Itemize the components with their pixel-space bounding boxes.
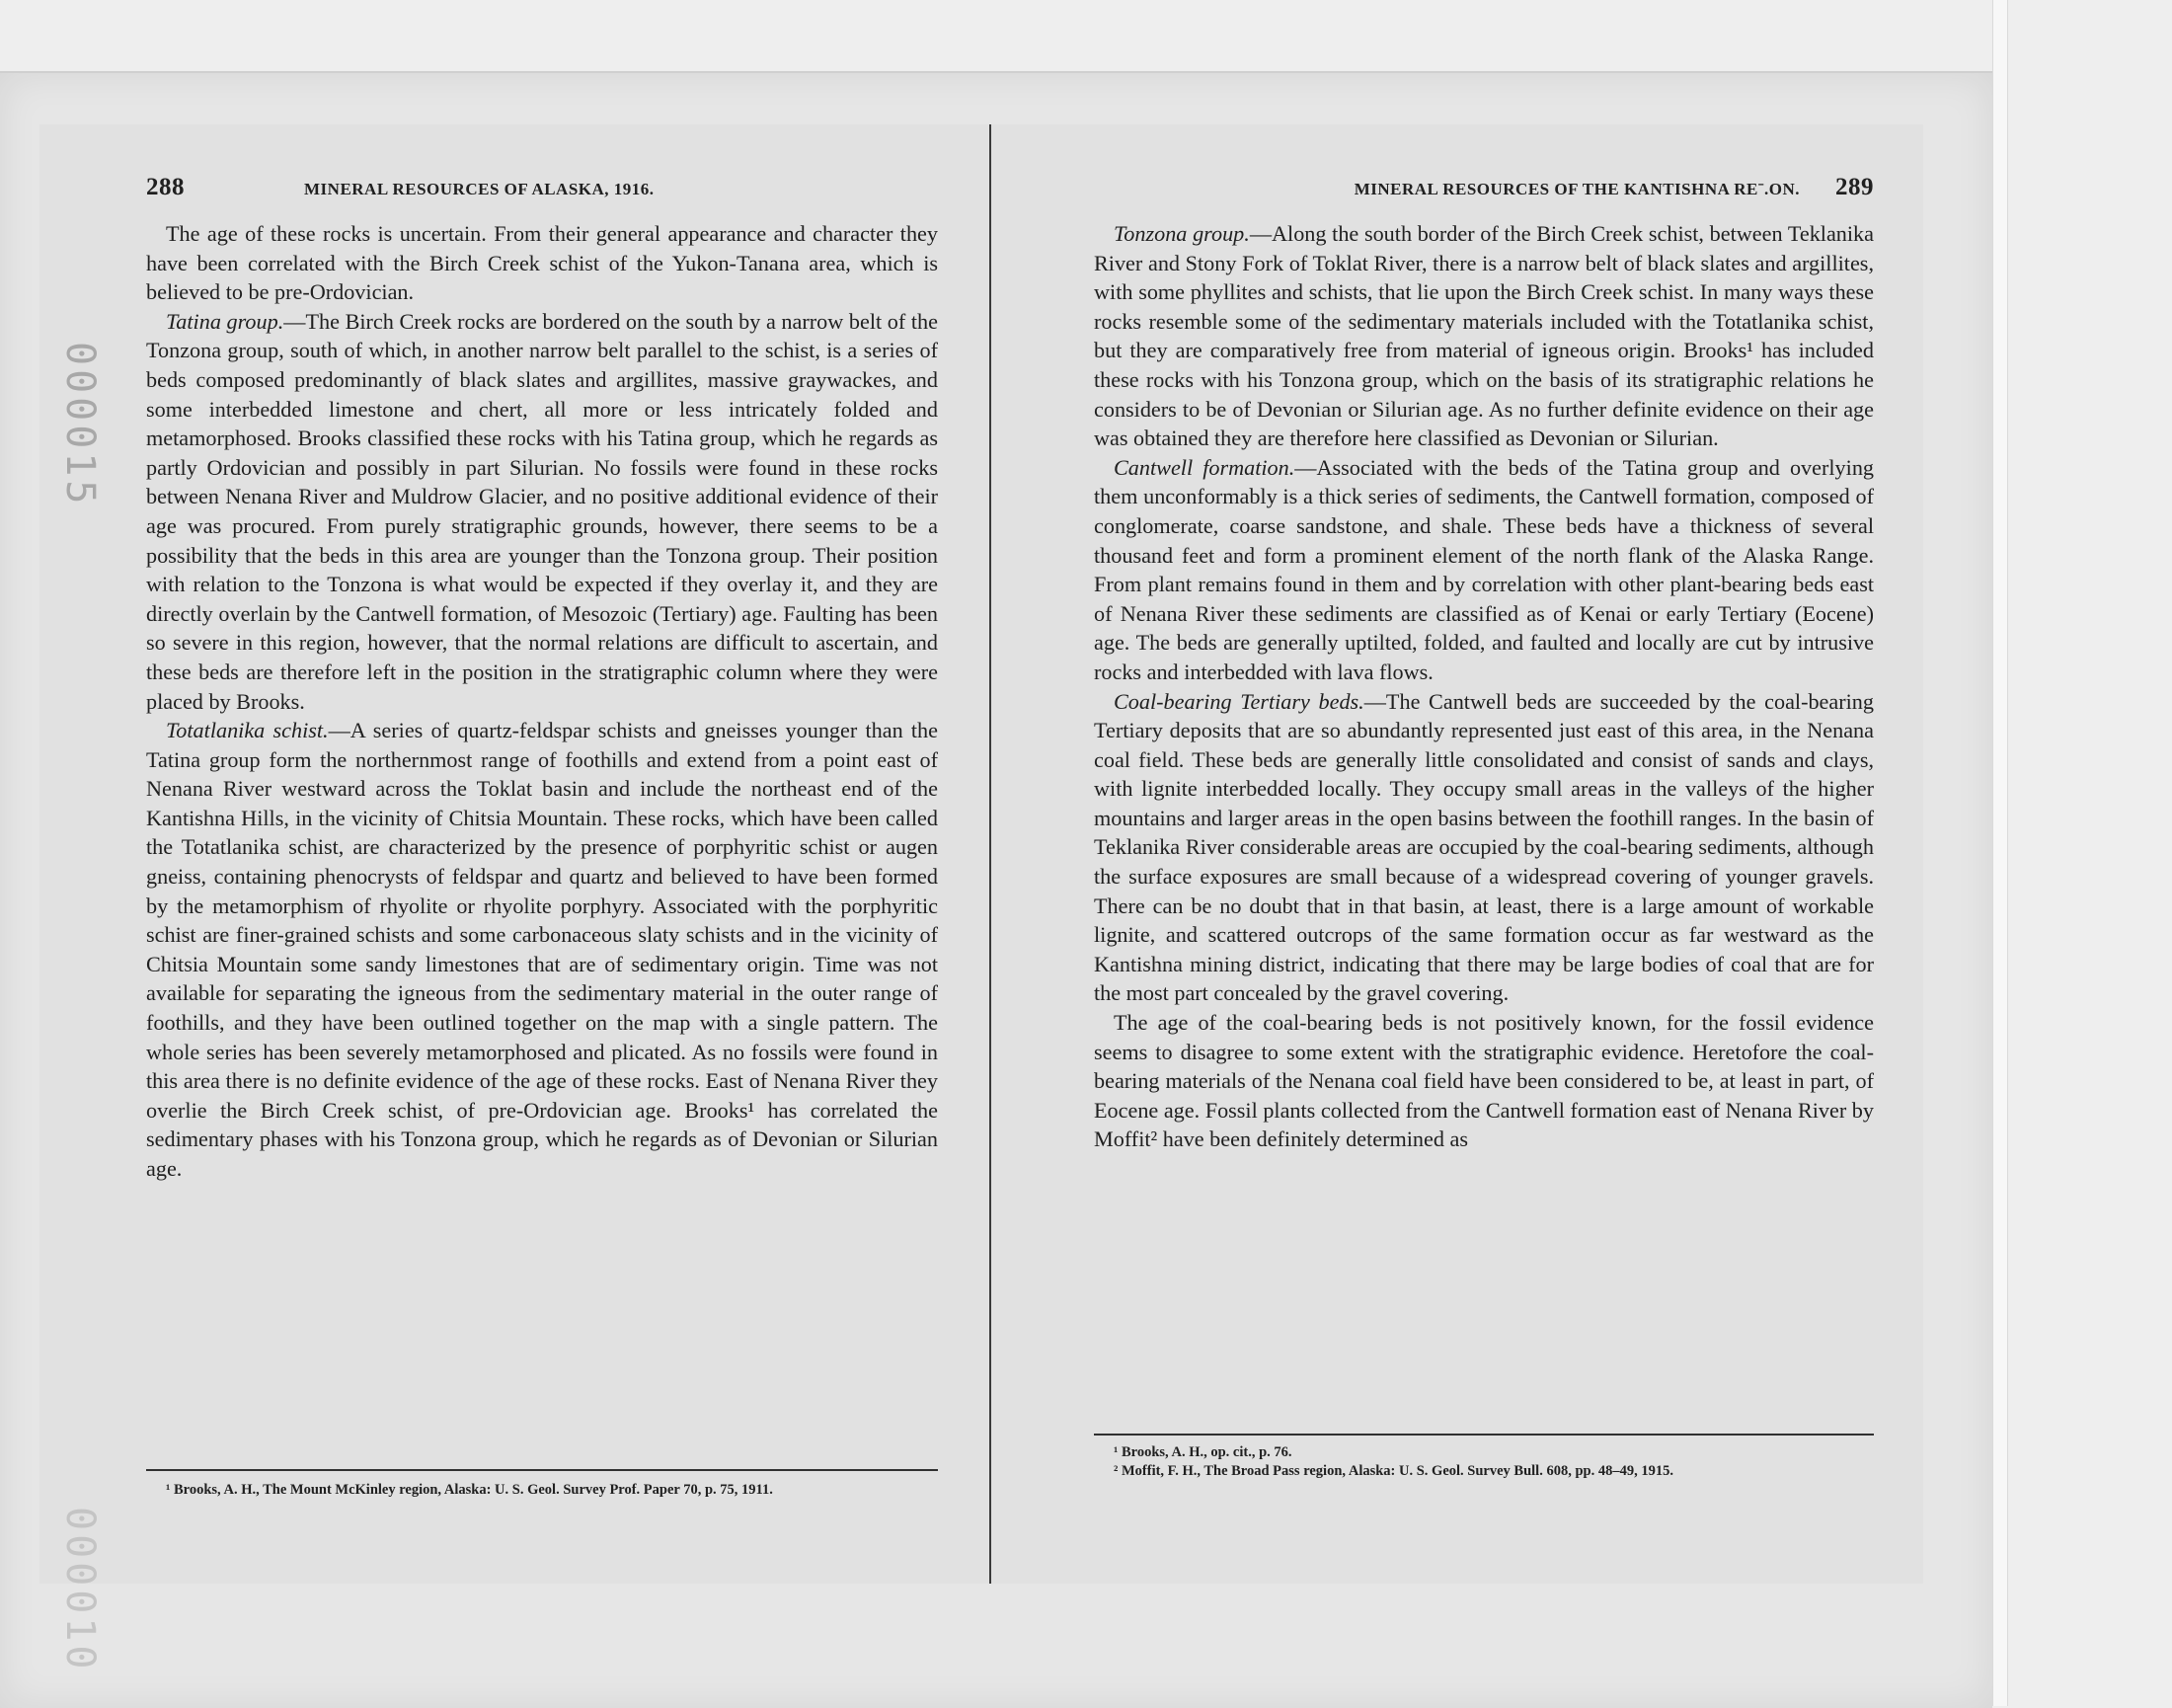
- window-scroll-edge: [1992, 0, 2008, 1706]
- left-footnotes: [146, 1469, 938, 1500]
- right-footnotes: [1094, 1434, 1874, 1481]
- archive-stamp-top: 000015: [57, 342, 103, 508]
- paragraph: Tonzona group.—Along the south border of the Birch Creek schist, between Teklanika River and Stony Fork of Toklat River, there is a narrow belt of black slates and argillites, with some phyllites and schists, that lie upon the Birch Creek schist. In many ways these rocks resemble some of the sedimentary materials included with the Totatlanika schist, but they are comparatively free from material of igneous origin. Brooks¹ has included these rocks with his Tonzona group, which on the basis of its stratigraphic relations he considers to be of Devonian or Silurian age. As no further definite evidence on their age was obtained they are therefore here classified as Devonian or Silurian.: [1094, 221, 1875, 451]
- footnote: ¹ Brooks, A. H., The Mount McKinley region, Alaska: U. S. Geol. Survey Prof. Paper 70, p. 75, 1911.: [166, 1482, 773, 1498]
- right-page-header: [1094, 174, 1874, 209]
- left-running-head: MINERAL RESOURCES OF ALASKA, 1916.: [304, 180, 655, 198]
- paragraph: Cantwell formation.—Associated with the beds of the Tatina group and overlying them unconformably is a thick series of sediments, the Cantwell formation, composed of conglomerate, coarse sandstone, and shale. These beds have a thickness of several thousand feet and form a prominent element of the north flank of the Alaska Range. From plant remains found in them and by correlation with other plant-bearing beds east of Nenana River these sediments are classified as of Kenai or early Tertiary (Eocene) age. The beds are generally uptilted, folded, and faulted and locally are cut by intrusive rocks and interbedded with lava flows.: [1094, 454, 1875, 684]
- left-page-header: [146, 174, 938, 209]
- left-page-body: [146, 219, 938, 1184]
- section-lead: Tatina group.: [166, 308, 284, 334]
- paragraph: The age of the coal-bearing beds is not positively known, for the fossil evidence seems to disagree to some extent with the stratigraphic evidence. Heretofore the coal-bearing materials of the Nenana coal field have been considered to be, at least in part, of Eocene age. Fossil plants collected from the Cantwell formation east of Nenana River by Moffit² have been definitely determined as: [1094, 1010, 1874, 1152]
- paragraph: Coal-bearing Tertiary beds.—The Cantwell beds are succeeded by the coal-bearing Tertiary deposits that are so abundantly represented just east of this area, in the Nenana coal field. These beds are generally little consolidated and consist of sands and clays, with lignite interbedded locally. They occupy small areas in the valleys of the higher mountains and larger areas in the open basins between the foothill ranges. In the basin of Teklanika River considerable areas are occupied by the coal-bearing sediments, although the surface exposures are small because of a widespread covering of younger gravels. There can be no doubt that in that basin, at least, there is a large amount of workable lignite, and scattered outcrops of the same formation occur as far westward as the Kantishna mining district, indicating that there may be large bodies of coal that are for the most part concealed by the gravel covering.: [1094, 688, 1874, 1006]
- section-lead: Tonzona group.: [1114, 221, 1250, 246]
- footnote: ² Moffit, F. H., The Broad Pass region, Alaska: U. S. Geol. Survey Bull. 608, pp. 48–49, 1915.: [1114, 1463, 1673, 1479]
- book-spread: [39, 124, 1923, 1673]
- right-page-number: 289: [1835, 174, 1874, 200]
- archive-stamp-bottom: 000010: [57, 1507, 103, 1673]
- left-page: [146, 124, 938, 1584]
- right-page: [1094, 124, 1874, 1584]
- section-lead: Coal-bearing Tertiary beds.: [1114, 688, 1364, 714]
- paragraph: Totatlanika schist.—A series of quartz-feldspar schists and gneisses younger than the Tatina group form the northernmost range of foothills and extend from a point east of Nenana River westward across the Toklat basin and include the northeast end of the Kantishna Hills, in the vicinity of Chitsia Mountain. These rocks, which have been called the Totatlanika schist, are characterized by the presence of porphyritic schist or augen gneiss, containing phenocrysts of feldspar and quartz and believed to have been formed by the metamorphism of rhyolite or rhyolite porphyry. Associated with the porphyritic schist are finer-grained schists and some carbonaceous slaty schists and in the vicinity of Chitsia Mountain some sandy limestones that are of sedimentary origin. Time was not available for separating the igneous from the sedimentary material in the outer range of foothills, and they have been outlined together on the map with a single pattern. The whole series has been severely metamorphosed and plicated. As no fossils were found in this area there is no definite evidence of the age of these rocks. East of Nenana River they overlie the Birch Creek schist, of pre-Ordovician age. Brooks¹ has correlated the sedimentary phases with his Tonzona group, which he regards as of Devonian or Silurian age.: [146, 718, 938, 1181]
- scanned-sheet: [0, 71, 1992, 1708]
- section-lead: Cantwell formation.: [1114, 454, 1295, 480]
- right-running-head: MINERAL RESOURCES OF THE KANTISHNA REˉ.ON.: [1354, 180, 1800, 198]
- right-page-body: [1094, 219, 1874, 1154]
- section-lead: Totatlanika schist.: [166, 718, 329, 743]
- paragraph: Tatina group.—The Birch Creek rocks are bordered on the south by a narrow belt of the Tonzona group, south of which, in another narrow belt parallel to the schist, is a series of beds composed predominantly of black slates and argillites, massive graywackes, and some interbedded limestone and chert, all more or less intricately folded and metamorphosed. Brooks classified these rocks with his Tatina group, which he regards as partly Ordovician and possibly in part Silurian. No fossils were found in these rocks between Nenana River and Muldrow Glacier, and no positive additional evidence of their age was procured. From purely stratigraphic grounds, however, there seems to be a possibility that the beds in this area are younger than the Tonzona group. Their position with relation to the Tonzona is what would be expected if they overlay it, and they are directly overlain by the Cantwell formation, of Mesozoic (Tertiary) age. Faulting has been so severe in this region, however, that the normal relations are difficult to ascertain, and these beds are therefore left in the position in the stratigraphic column where they were placed by Brooks.: [146, 308, 938, 714]
- left-page-number: 288: [146, 174, 185, 200]
- footnote: ¹ Brooks, A. H., op. cit., p. 76.: [1114, 1444, 1292, 1460]
- paragraph: The age of these rocks is uncertain. From their general appearance and character they have been correlated with the Birch Creek schist of the Yukon-Tanana area, which is believed to be pre-Ordovician.: [146, 221, 938, 305]
- page-gutter: [989, 124, 991, 1584]
